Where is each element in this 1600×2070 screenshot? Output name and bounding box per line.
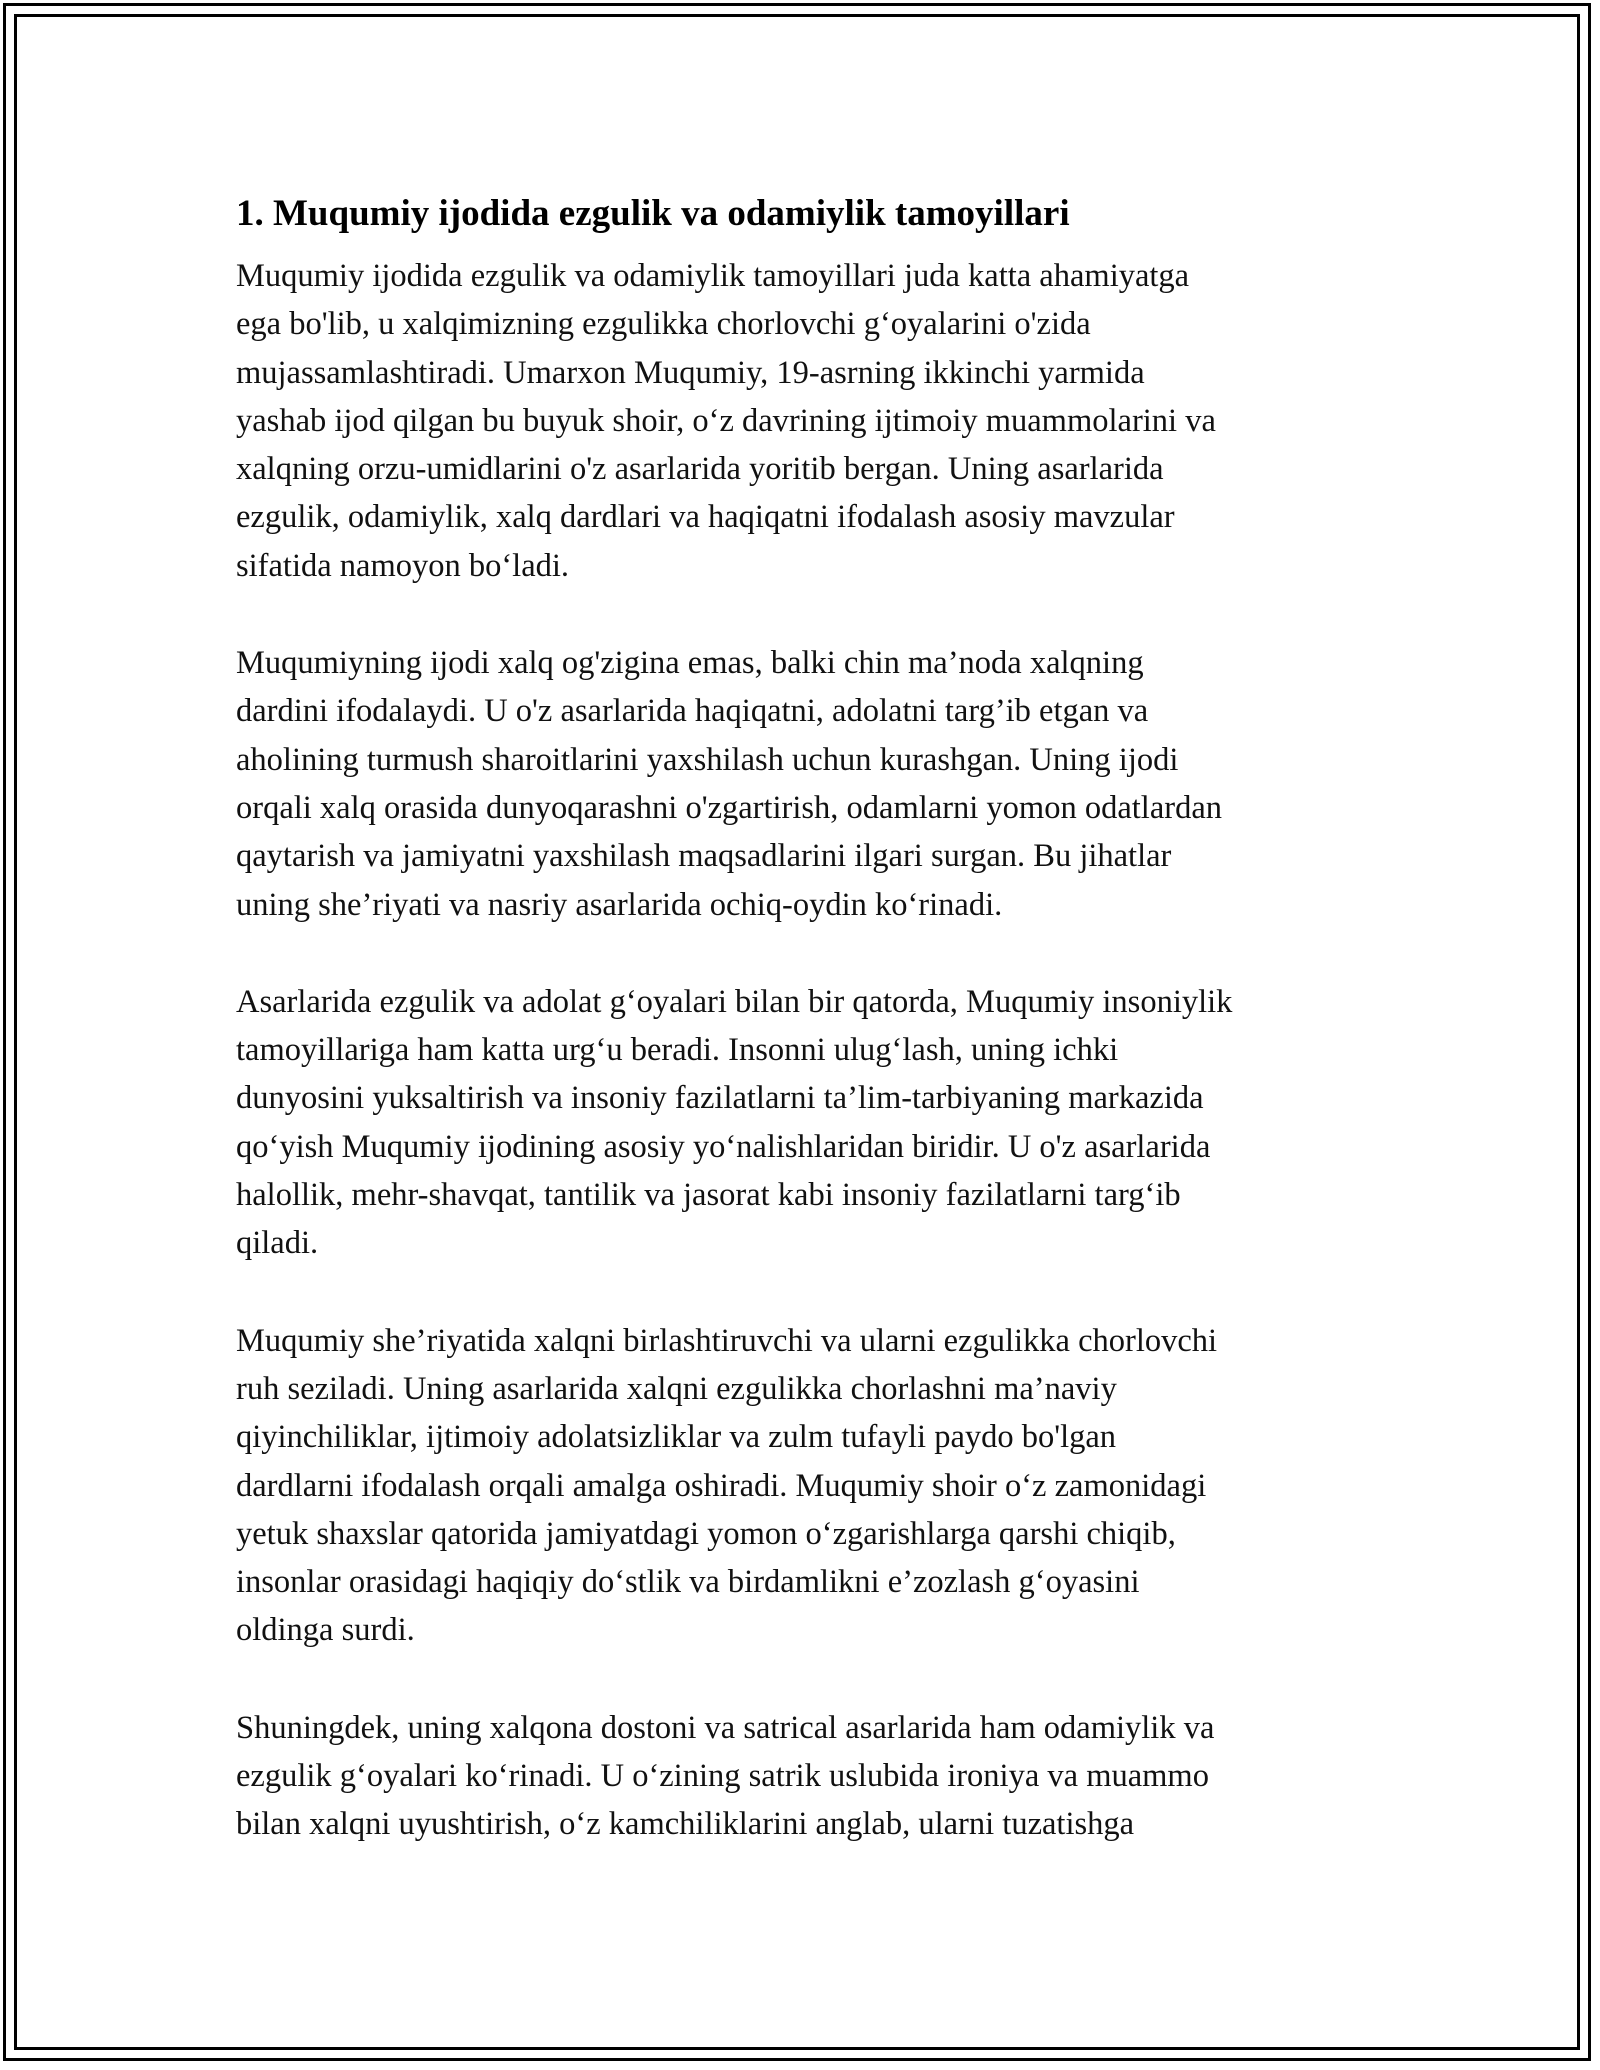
paragraph-3: Asarlarida ezgulik va adolat g‘oyalari bilan bir qatorda, Muqumiy insoniylik tamoyillariga ham katta urg‘u beradi. Insonni ulug‘lash, uning ichki dunyosini yuksaltirish va insoniy fazilatlarni ta’lim-tarbiyaning markazida qo‘yish Muqumiy ijodining asosiy yo‘nalishlaridan biridir. U o'z asarlarida halollik, mehr-shavqat, tantilik va jasorat kabi insoniy fazilatlarni targ‘ib qiladi. [236,983,1233,1262]
paragraph-2: Muqumiyning ijodi xalq og'zigina emas, balki chin ma’noda xalqning dardini ifodalaydi. U o'z asarlarida haqiqatni, adolatni targ’ib etgan va aholining turmush sharoitlarini yaxshilash uchun kurashgan. Uning ijodi orqali xalq orasida dunyoqarashni o'zgartirish, odamlarni yomon odatlardan qaytarish va jamiyatni yaxshilash maqsadlarini ilgari surgan. Bu jihatlar uning she’riyati va nasriy asarlarida ochiq-oydin ko‘rinadi. [236,645,1222,923]
document-body [236,186,1366,1898]
paragraph-4: Muqumiy she’riyatida xalqni birlashtiruvchi va ularni ezgulikka chorlovchi ruh seziladi. Uning asarlarida xalqni ezgulikka chorlashni ma’naviy qiyinchiliklar, ijtimoiy adolatsizliklar va zulm tufayli paydo bo'lgan dardlarni ifodalash orqali amalga oshiradi. Muqumiy shoir o‘z zamonidagi yetuk shaxslar qatorida jamiyatdagi yomon o‘zgarishlarga qarshi chiqib, insonlar orasidagi haqiqiy do‘stlik va birdamlikni e’zozlash g‘oyasini oldinga surdi. [236,1322,1218,1649]
section-heading: 1. Muqumiy ijodida ezgulik va odamiylik tamoyillari [236,193,1070,234]
paragraph-5: Shuningdek, uning xalqona dostoni va satrical asarlarida ham odamiylik va ezgulik g‘oyalari ko‘rinadi. U o‘zining satrik uslubida ironiya va muammo bilan xalqni uyushtirish, o‘z kamchiliklarini anglab, ularni tuzatishga [236,1709,1215,1843]
paragraph-1: Muqumiy ijodida ezgulik va odamiylik tamoyillari juda katta ahamiyatga ega bo'lib, u xalqimizning ezgulikka chorlovchi g‘oyalarini o'zida mujassamlashtiradi. Umarxon Muqumiy, 19-asrning ikkinchi yarmida yashab ijod qilgan bu buyuk shoir, o‘z davrining ijtimoiy muammolarini va xalqning orzu-umidlarini o'z asarlarida yoritib bergan. Uning asarlarida ezgulik, odamiylik, xalq dardlari va haqiqatni ifodalash asosiy mavzular sifatida namoyon bo‘ladi. [236,258,1216,584]
